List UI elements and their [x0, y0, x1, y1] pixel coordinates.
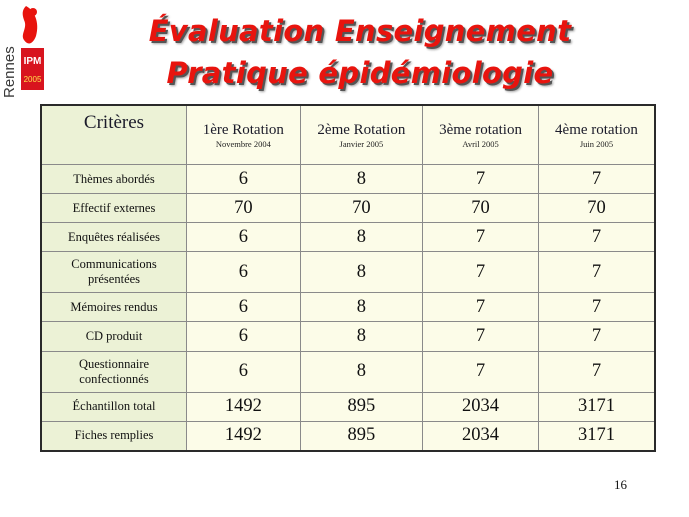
table-cell: 70: [300, 194, 422, 223]
table-cell: 7: [538, 223, 655, 252]
evaluation-table: [40, 104, 656, 452]
table-cell: 1492: [187, 421, 301, 451]
table-cell: 895: [300, 392, 422, 421]
row-label: Questionnaire confectionnés: [41, 351, 187, 392]
table-cell: 8: [300, 293, 422, 322]
table-row: [41, 252, 655, 293]
column-date: Novembre 2004: [215, 138, 271, 149]
table-row: [41, 351, 655, 392]
column-label: 3ème rotation: [439, 121, 522, 138]
table-cell: 7: [423, 252, 539, 293]
table-cell: 8: [300, 252, 422, 293]
table-cell: 3171: [538, 392, 655, 421]
table-cell: 2034: [423, 392, 539, 421]
column-header-4: [538, 105, 655, 165]
table-cell: 6: [187, 252, 301, 293]
table-cell: 7: [538, 322, 655, 351]
table-cell: 1492: [187, 392, 301, 421]
column-header-1: [187, 105, 301, 165]
slide-title-line-1: Évaluation Enseignement: [148, 14, 572, 48]
rennes-ipm-logo: [0, 0, 46, 100]
row-label: CD produit: [41, 322, 187, 351]
column-label: 2ème Rotation: [317, 121, 406, 138]
table-cell: 7: [423, 223, 539, 252]
table-cell: 7: [538, 165, 655, 194]
row-label: Fiches remplies: [41, 421, 187, 451]
table-cell: 8: [300, 351, 422, 392]
logo-year-text: 2005: [23, 75, 42, 84]
table-row: [41, 223, 655, 252]
logo-badge-text: IPM: [23, 56, 42, 67]
table-row: [41, 392, 655, 421]
table-cell: 3171: [538, 421, 655, 451]
table-cell: 6: [187, 293, 301, 322]
row-label: Mémoires rendus: [41, 293, 187, 322]
page-number: 16: [614, 477, 627, 492]
table-row: [41, 194, 655, 223]
table-cell: 2034: [423, 421, 539, 451]
criteria-header: Critères: [41, 105, 187, 165]
table-cell: 7: [538, 293, 655, 322]
table-cell: 7: [423, 351, 539, 392]
table-cell: 70: [538, 194, 655, 223]
table-cell: 7: [538, 252, 655, 293]
table-cell: 895: [300, 421, 422, 451]
table-cell: 6: [187, 351, 301, 392]
table-cell: 6: [187, 322, 301, 351]
logo-city-text: Rennes: [1, 46, 18, 98]
table-cell: 70: [423, 194, 539, 223]
column-date: Janvier 2005: [339, 138, 384, 149]
column-label: 1ère Rotation: [202, 121, 284, 138]
table-row: [41, 421, 655, 451]
table-row: [41, 165, 655, 194]
table-row: [41, 293, 655, 322]
column-label: 4ème rotation: [555, 121, 638, 138]
row-label: Échantillon total: [41, 392, 187, 421]
column-date: Avril 2005: [462, 138, 499, 149]
table-cell: 8: [300, 223, 422, 252]
table-cell: 7: [423, 165, 539, 194]
column-header-2: [300, 105, 422, 165]
table-cell: 7: [423, 293, 539, 322]
slide-title-line-2: Pratique épidémiologie: [166, 56, 554, 90]
table-cell: 6: [187, 223, 301, 252]
table-cell: 8: [300, 322, 422, 351]
column-date: Juin 2005: [579, 138, 614, 149]
table-cell: 8: [300, 165, 422, 194]
table-header-row: [41, 105, 655, 165]
logo-dot-icon: [29, 8, 37, 16]
table-cell: 7: [423, 322, 539, 351]
row-label: Enquêtes réalisées: [41, 223, 187, 252]
column-header-3: [423, 105, 539, 165]
row-label: Effectif externes: [41, 194, 187, 223]
row-label: Thèmes abordés: [41, 165, 187, 194]
row-label: Communications présentées: [41, 252, 187, 293]
table-cell: 6: [187, 165, 301, 194]
table-row: [41, 322, 655, 351]
table-cell: 70: [187, 194, 301, 223]
table-cell: 7: [538, 351, 655, 392]
